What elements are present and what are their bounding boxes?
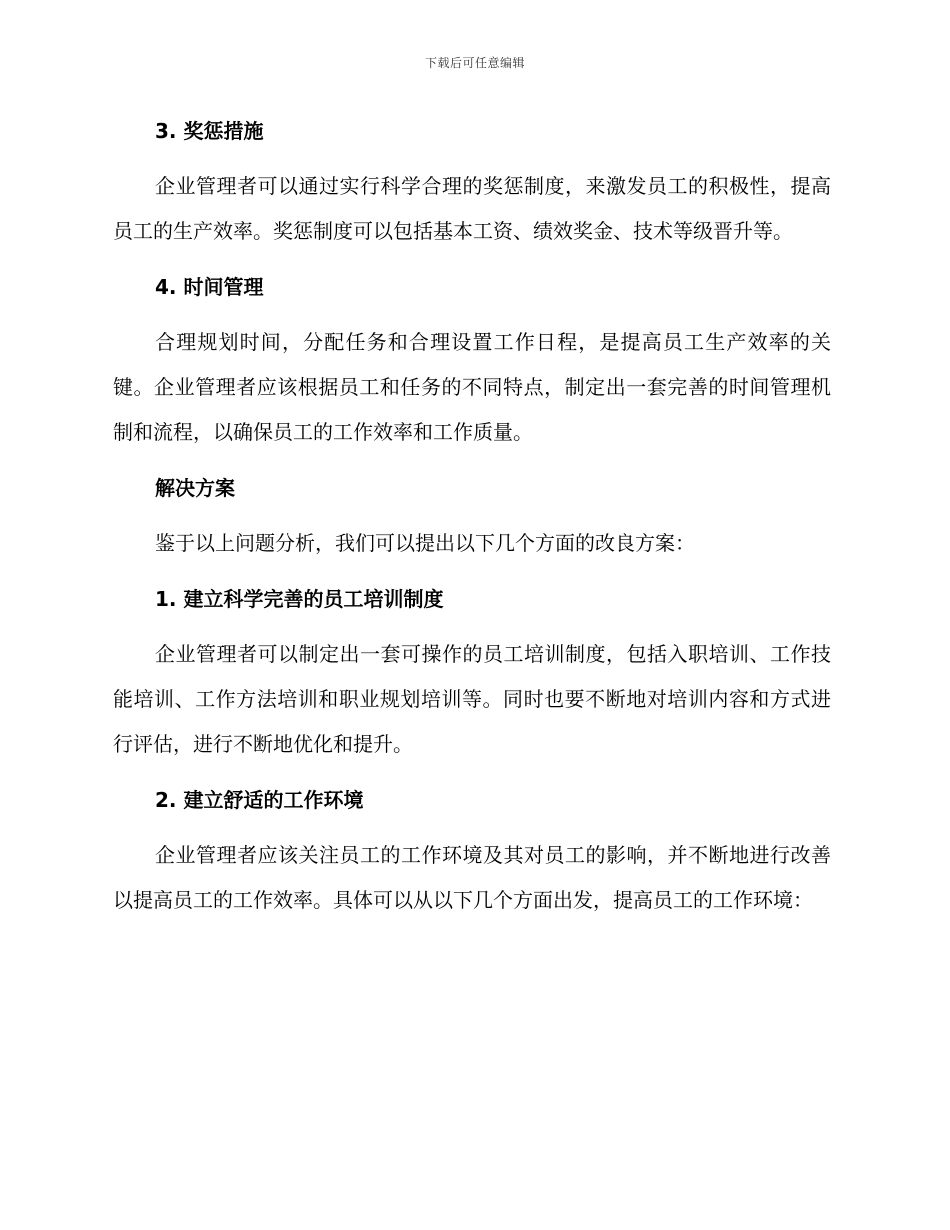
- paragraph-training: 企业管理者可以制定出一套可操作的员工培训制度，包括入职培训、工作技能培训、工作方法培训和职业规划培训等。同时也要不断地对培训内容和方式进行评估，进行不断地优化和提升。: [113, 642, 831, 756]
- paragraph-time-management: 合理规划时间，分配任务和合理设置工作日程，是提高员工生产效率的关键。企业管理者应该根据员工和任务的不同特点，制定出一套完善的时间管理机制和流程，以确保员工的工作效率和工作质量。: [113, 330, 831, 444]
- section-heading-solutions: 解决方案: [155, 476, 235, 500]
- section-heading-rewards: 3. 奖惩措施: [155, 119, 264, 143]
- paragraph-rewards: 企业管理者可以通过实行科学合理的奖惩制度，来激发员工的积极性，提高员工的生产效率。奖惩制度可以包括基本工资、绩效奖金、技术等级晋升等。: [113, 174, 831, 243]
- paragraph-solutions-intro: 鉴于以上问题分析，我们可以提出以下几个方面的改良方案：: [155, 531, 695, 555]
- document-body: [113, 108, 831, 933]
- section-heading-environment: 2. 建立舒适的工作环境: [155, 788, 364, 812]
- paragraph-environment: 企业管理者应该关注员工的工作环境及其对员工的影响，并不断地进行改善以提高员工的工作效率。具体可以从以下几个方面出发，提高员工的工作环境：: [113, 843, 831, 912]
- section-heading-time-management: 4. 时间管理: [155, 275, 264, 299]
- page-header: 下载后可任意编辑: [424, 56, 525, 70]
- section-heading-training: 1. 建立科学完善的员工培训制度: [155, 587, 444, 611]
